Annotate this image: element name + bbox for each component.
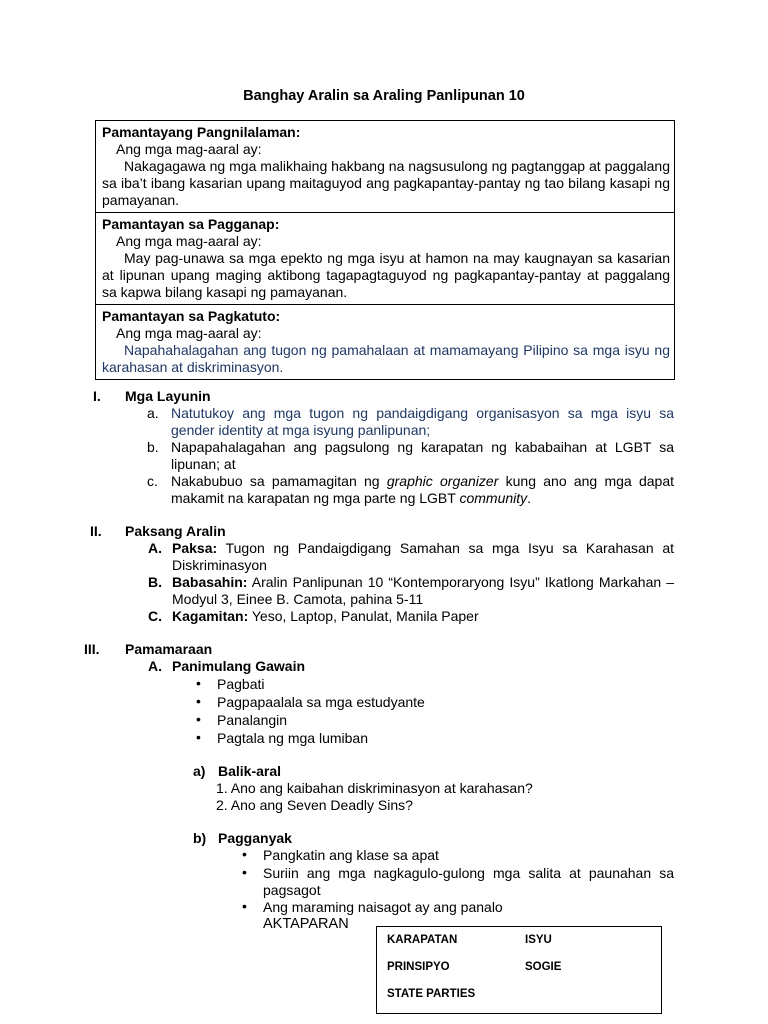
- standard-content: [96, 121, 674, 213]
- objective-text-emphasis: graphic organizer: [386, 473, 499, 489]
- reading-value: Aralin Panlipunan 10 “Kontemporaryong Isyu” Ikatlong Markahan – Modyul 3, Einee B. Camota, pahina 5-11: [172, 574, 674, 607]
- review-heading: Balik-aral: [218, 763, 282, 779]
- review-question: 2. Ano ang Seven Deadly Sins?: [216, 797, 413, 813]
- standard-body: May pag-unawa sa mga epekto ng mga isyu at hamon na may kaugnayan sa kasarian at lipunan upang maging aktibong tagapagtaguyod ng pagkapantay-pantay at paggalang sa kapwa bilang kasapi ng pamayanan.: [102, 250, 670, 300]
- reading-text: [172, 574, 674, 608]
- scrambled-word: AKTAPARAN: [263, 916, 349, 932]
- objective-letter: c.: [147, 473, 158, 489]
- word-box-item: PRINSIPYO: [387, 961, 450, 973]
- section-number: I.: [93, 388, 101, 404]
- bullet-icon: •: [196, 675, 201, 691]
- review-question: 1. Ano ang kaibahan diskriminasyon at karahasan?: [216, 780, 533, 796]
- topic-letter: A.: [148, 540, 162, 556]
- standard-sub: Ang mga mag-aaral ay:: [116, 141, 262, 157]
- materials-letter: C.: [148, 608, 162, 624]
- topic-label: Paksa:: [172, 540, 218, 556]
- review-letter: a): [193, 763, 206, 779]
- topic-text: [172, 540, 674, 574]
- motivation-letter: b): [193, 830, 207, 846]
- objective-text-emphasis: community: [459, 490, 528, 506]
- objective-letter: a.: [147, 405, 159, 421]
- bullet-icon: •: [242, 898, 247, 914]
- standard-heading: Pamantayan sa Pagganap:: [102, 216, 280, 232]
- activity-item: Pagbati: [217, 676, 265, 692]
- reading-label: Babasahin:: [172, 574, 248, 590]
- motivation-heading: Pagganyak: [218, 830, 292, 846]
- standard-learning: [96, 305, 674, 379]
- standard-body: Napahahalagahan ang tugon ng pamahalaan at mamamayang Pilipino sa mga isyu ng karahasan at diskriminasyon.: [102, 342, 670, 375]
- objective-letter: b.: [147, 439, 159, 455]
- bullet-icon: •: [242, 864, 247, 880]
- standard-sub: Ang mga mag-aaral ay:: [116, 233, 262, 249]
- topic-value: Tugon ng Pandaigdigang Samahan sa mga Isyu sa Karahasan at Diskriminasyon: [172, 540, 674, 573]
- subsection-heading: Panimulang Gawain: [172, 658, 306, 674]
- objective-text-part: .: [527, 490, 532, 506]
- activity-item: Pagtala ng mga lumiban: [217, 730, 368, 746]
- word-box-item: SOGIE: [525, 961, 562, 973]
- materials-value: Yeso, Laptop, Panulat, Manila Paper: [248, 608, 479, 624]
- bullet-icon: •: [196, 711, 201, 727]
- section-heading: Pamamaraan: [125, 641, 213, 657]
- standard-heading: Pamantayan sa Pagkatuto:: [102, 308, 281, 324]
- subsection-letter: A.: [148, 658, 162, 674]
- bullet-icon: •: [196, 693, 201, 709]
- word-box: [376, 926, 662, 1014]
- motivation-item: Pangkatin ang klase sa apat: [263, 847, 439, 863]
- reading-letter: B.: [148, 574, 162, 590]
- section-number: III.: [84, 641, 100, 657]
- motivation-item: Ang maraming naisagot ay ang panalo: [263, 899, 503, 915]
- section-heading: Mga Layunin: [125, 388, 211, 404]
- standard-sub: Ang mga mag-aaral ay:: [116, 325, 262, 341]
- bullet-icon: •: [196, 729, 201, 745]
- objective-text: Natutukoy ang mga tugon ng pandaigdigang organisasyon sa mga isyu sa gender identity at mga isyung panlipunan;: [171, 405, 674, 438]
- word-box-item: STATE PARTIES: [387, 988, 476, 1000]
- motivation-item: Suriin ang mga nagkagulo-gulong mga salita at paunahan sa pagsagot: [263, 865, 674, 898]
- materials-label: Kagamitan:: [172, 608, 249, 624]
- activity-item: Panalangin: [217, 712, 288, 728]
- objective-text-part: kung ano ang mga dapat makamit na karapatan ng mga parte ng LGBT: [171, 473, 675, 506]
- bullet-icon: •: [242, 846, 247, 862]
- standard-performance: [96, 213, 674, 305]
- page-title: Banghay Aralin sa Araling Panlipunan 10: [243, 88, 525, 104]
- objective-text: [171, 473, 674, 507]
- objective-text-part: Nakabubuo sa pamamagitan ng: [171, 473, 387, 489]
- activity-item: Pagpapaalala sa mga estudyante: [217, 694, 425, 710]
- word-box-item: KARAPATAN: [387, 934, 458, 946]
- standards-table: [95, 120, 675, 380]
- standard-body: Nakagagawa ng mga malikhaing hakbang na nagsusulong ng pagtanggap at paggalang sa iba’t ibang kasarian upang maitaguyod ang pagkapantay-pantay ng tao bilang kasapi ng pamayanan.: [102, 158, 670, 208]
- objective-text: Napapahalagahan ang pagsulong ng karapatan ng kababaihan at LGBT sa lipunan; at: [171, 439, 674, 472]
- standard-heading: Pamantayang Pangnilalaman:: [102, 124, 301, 140]
- word-box-item: ISYU: [525, 934, 552, 946]
- materials-text: [172, 608, 674, 625]
- section-heading: Paksang Aralin: [125, 523, 226, 539]
- section-number: II.: [90, 523, 102, 539]
